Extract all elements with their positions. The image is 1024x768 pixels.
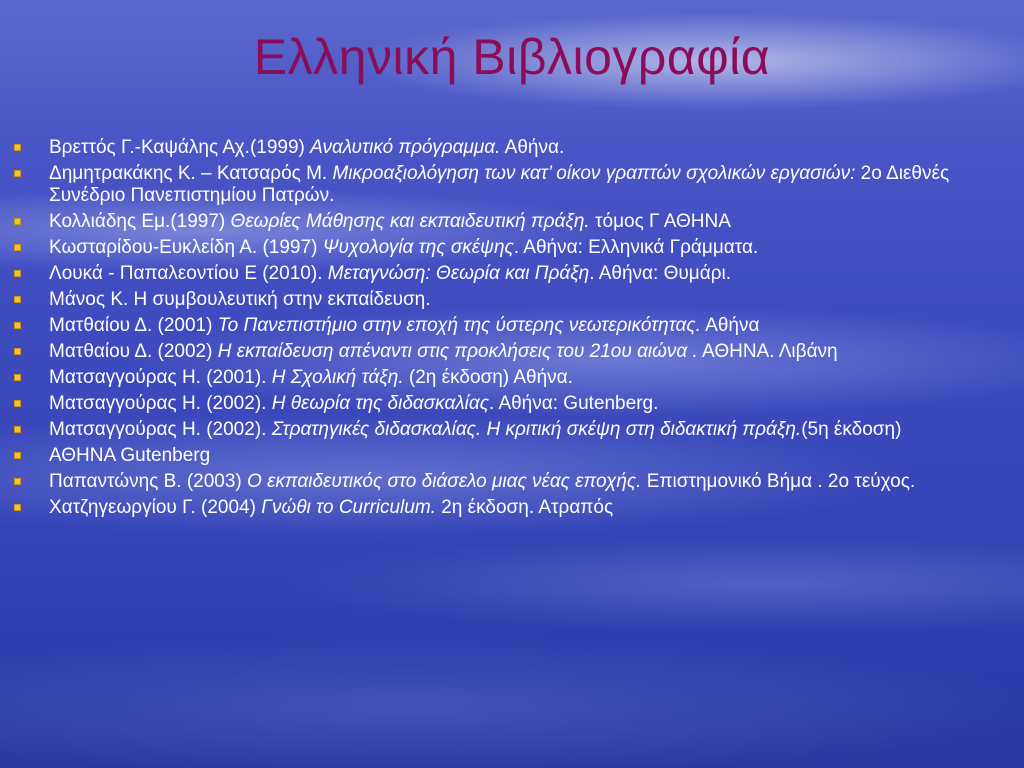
bullet-square-icon (14, 504, 21, 511)
bullet-square-icon (14, 322, 21, 329)
reference-title: Μεταγνώση: Θεωρία και Πράξη (327, 263, 590, 284)
bullet-square-icon (14, 270, 21, 277)
reference-text: Ματσαγγούρας Η. (2002). (49, 393, 272, 414)
reference-text: ΑΘΗΝΑ. Λιβάνη (697, 341, 838, 362)
reference-text: . Αθήνα: Θυμάρι. (589, 263, 732, 284)
reference-text: (2η έκδοση) Αθήνα. (403, 367, 573, 388)
reference-text: 2ο Διεθνές Συνέδριο Πανεπιστημίου Πατρών. (49, 163, 950, 206)
list-item (0, 263, 1024, 285)
reference-title: Η θεωρία της διδασκαλίας (271, 393, 489, 414)
list-item (0, 163, 1024, 207)
reference-text: Κωσταρίδου-Ευκλείδη Α. (1997) (49, 237, 323, 258)
bullet-square-icon (14, 478, 21, 485)
list-item (0, 237, 1024, 259)
reference-title: Γνώθι το Curriculum. (261, 497, 436, 518)
list-item (0, 137, 1024, 159)
bibliography-list (0, 137, 1024, 523)
reference-text: . Αθήνα: Ελληνικά Γράμματα. (513, 237, 759, 258)
reference-title: Αναλυτικό πρόγραμμα. (310, 137, 501, 158)
reference-text: Αθήνα. (500, 137, 565, 158)
reference-text: Δημητρακάκης Κ. – Κατσαρός Μ. (49, 163, 333, 184)
reference-text: τόμος Γ ΑΘΗΝΑ (589, 211, 731, 232)
reference-title: Ψυχολογία της σκέψης (322, 237, 514, 258)
reference-text: Χατζηγεωργίου Γ. (2004) (49, 497, 262, 518)
slide-title: Ελληνική Βιβλιογραφία (253, 29, 771, 85)
reference-text: ΑΘΗΝΑ Gutenberg (49, 445, 211, 466)
reference-text: Παπαντώνης Β. (2003) (49, 471, 248, 492)
list-item (0, 471, 1024, 493)
bullet-square-icon (14, 452, 21, 459)
list-item (0, 367, 1024, 389)
bullet-square-icon (14, 244, 21, 251)
reference-text: Ματσαγγούρας Η. (2002). (49, 419, 272, 440)
reference-text: Βρεττός Γ.-Καψάλης Αχ.(1999) (49, 137, 311, 158)
reference-text: Ματθαίου Δ. (2001) (49, 315, 218, 336)
bullet-square-icon (14, 218, 21, 225)
reference-title: Στρατηγικές διδασκαλίας. Η κριτική σκέψη στη διδακτική πράξη. (271, 419, 802, 440)
list-item (0, 289, 1024, 311)
reference-text: Κολλιάδης Εμ.(1997) (49, 211, 231, 232)
reference-text: . Αθήνα: Gutenberg. (488, 393, 659, 414)
bullet-square-icon (14, 170, 21, 177)
reference-title: Θεωρίες Μάθησης και εκπαιδευτική πράξη. (230, 211, 590, 232)
list-item (0, 341, 1024, 363)
reference-text: (5η έκδοση) (801, 419, 902, 440)
list-item (0, 497, 1024, 519)
list-item (0, 315, 1024, 337)
list-item (0, 419, 1024, 441)
reference-text: Ματθαίου Δ. (2002) (49, 341, 218, 362)
reference-title: Ο εκπαιδευτικός στο διάσελο μιας νέας εποχής. (247, 471, 642, 492)
bullet-square-icon (14, 426, 21, 433)
reference-title: Η Σχολική τάξη. (271, 367, 404, 388)
bullet-square-icon (14, 144, 21, 151)
reference-text: Επιστημονικό Βήμα . 2ο τεύχος. (641, 471, 916, 492)
reference-title: Το Πανεπιστήμιο στην εποχή της ύστερης νεωτερικότητας. (217, 315, 701, 336)
bullet-square-icon (14, 296, 21, 303)
list-item (0, 211, 1024, 233)
reference-text: Αθήνα (700, 315, 760, 336)
bullet-square-icon (14, 400, 21, 407)
reference-text: Μάνος Κ. Η συμβουλευτική στην εκπαίδευση. (49, 289, 431, 310)
list-item (0, 393, 1024, 415)
reference-text: Λουκά - Παπαλεοντίου Ε (2010). (49, 263, 328, 284)
reference-title: Η εκπαίδευση απέναντι στις προκλήσεις του 21ου αιώνα . (217, 341, 698, 362)
reference-title: Μικροαξιολόγηση των κατ’ οίκον γραπτών σχολικών εργασιών: (332, 163, 856, 184)
list-item (0, 445, 1024, 467)
reference-text: Ματσαγγούρας Η. (2001). (49, 367, 272, 388)
bullet-square-icon (14, 374, 21, 381)
bullet-square-icon (14, 348, 21, 355)
reference-text: 2η έκδοση. Ατραπός (435, 497, 614, 518)
